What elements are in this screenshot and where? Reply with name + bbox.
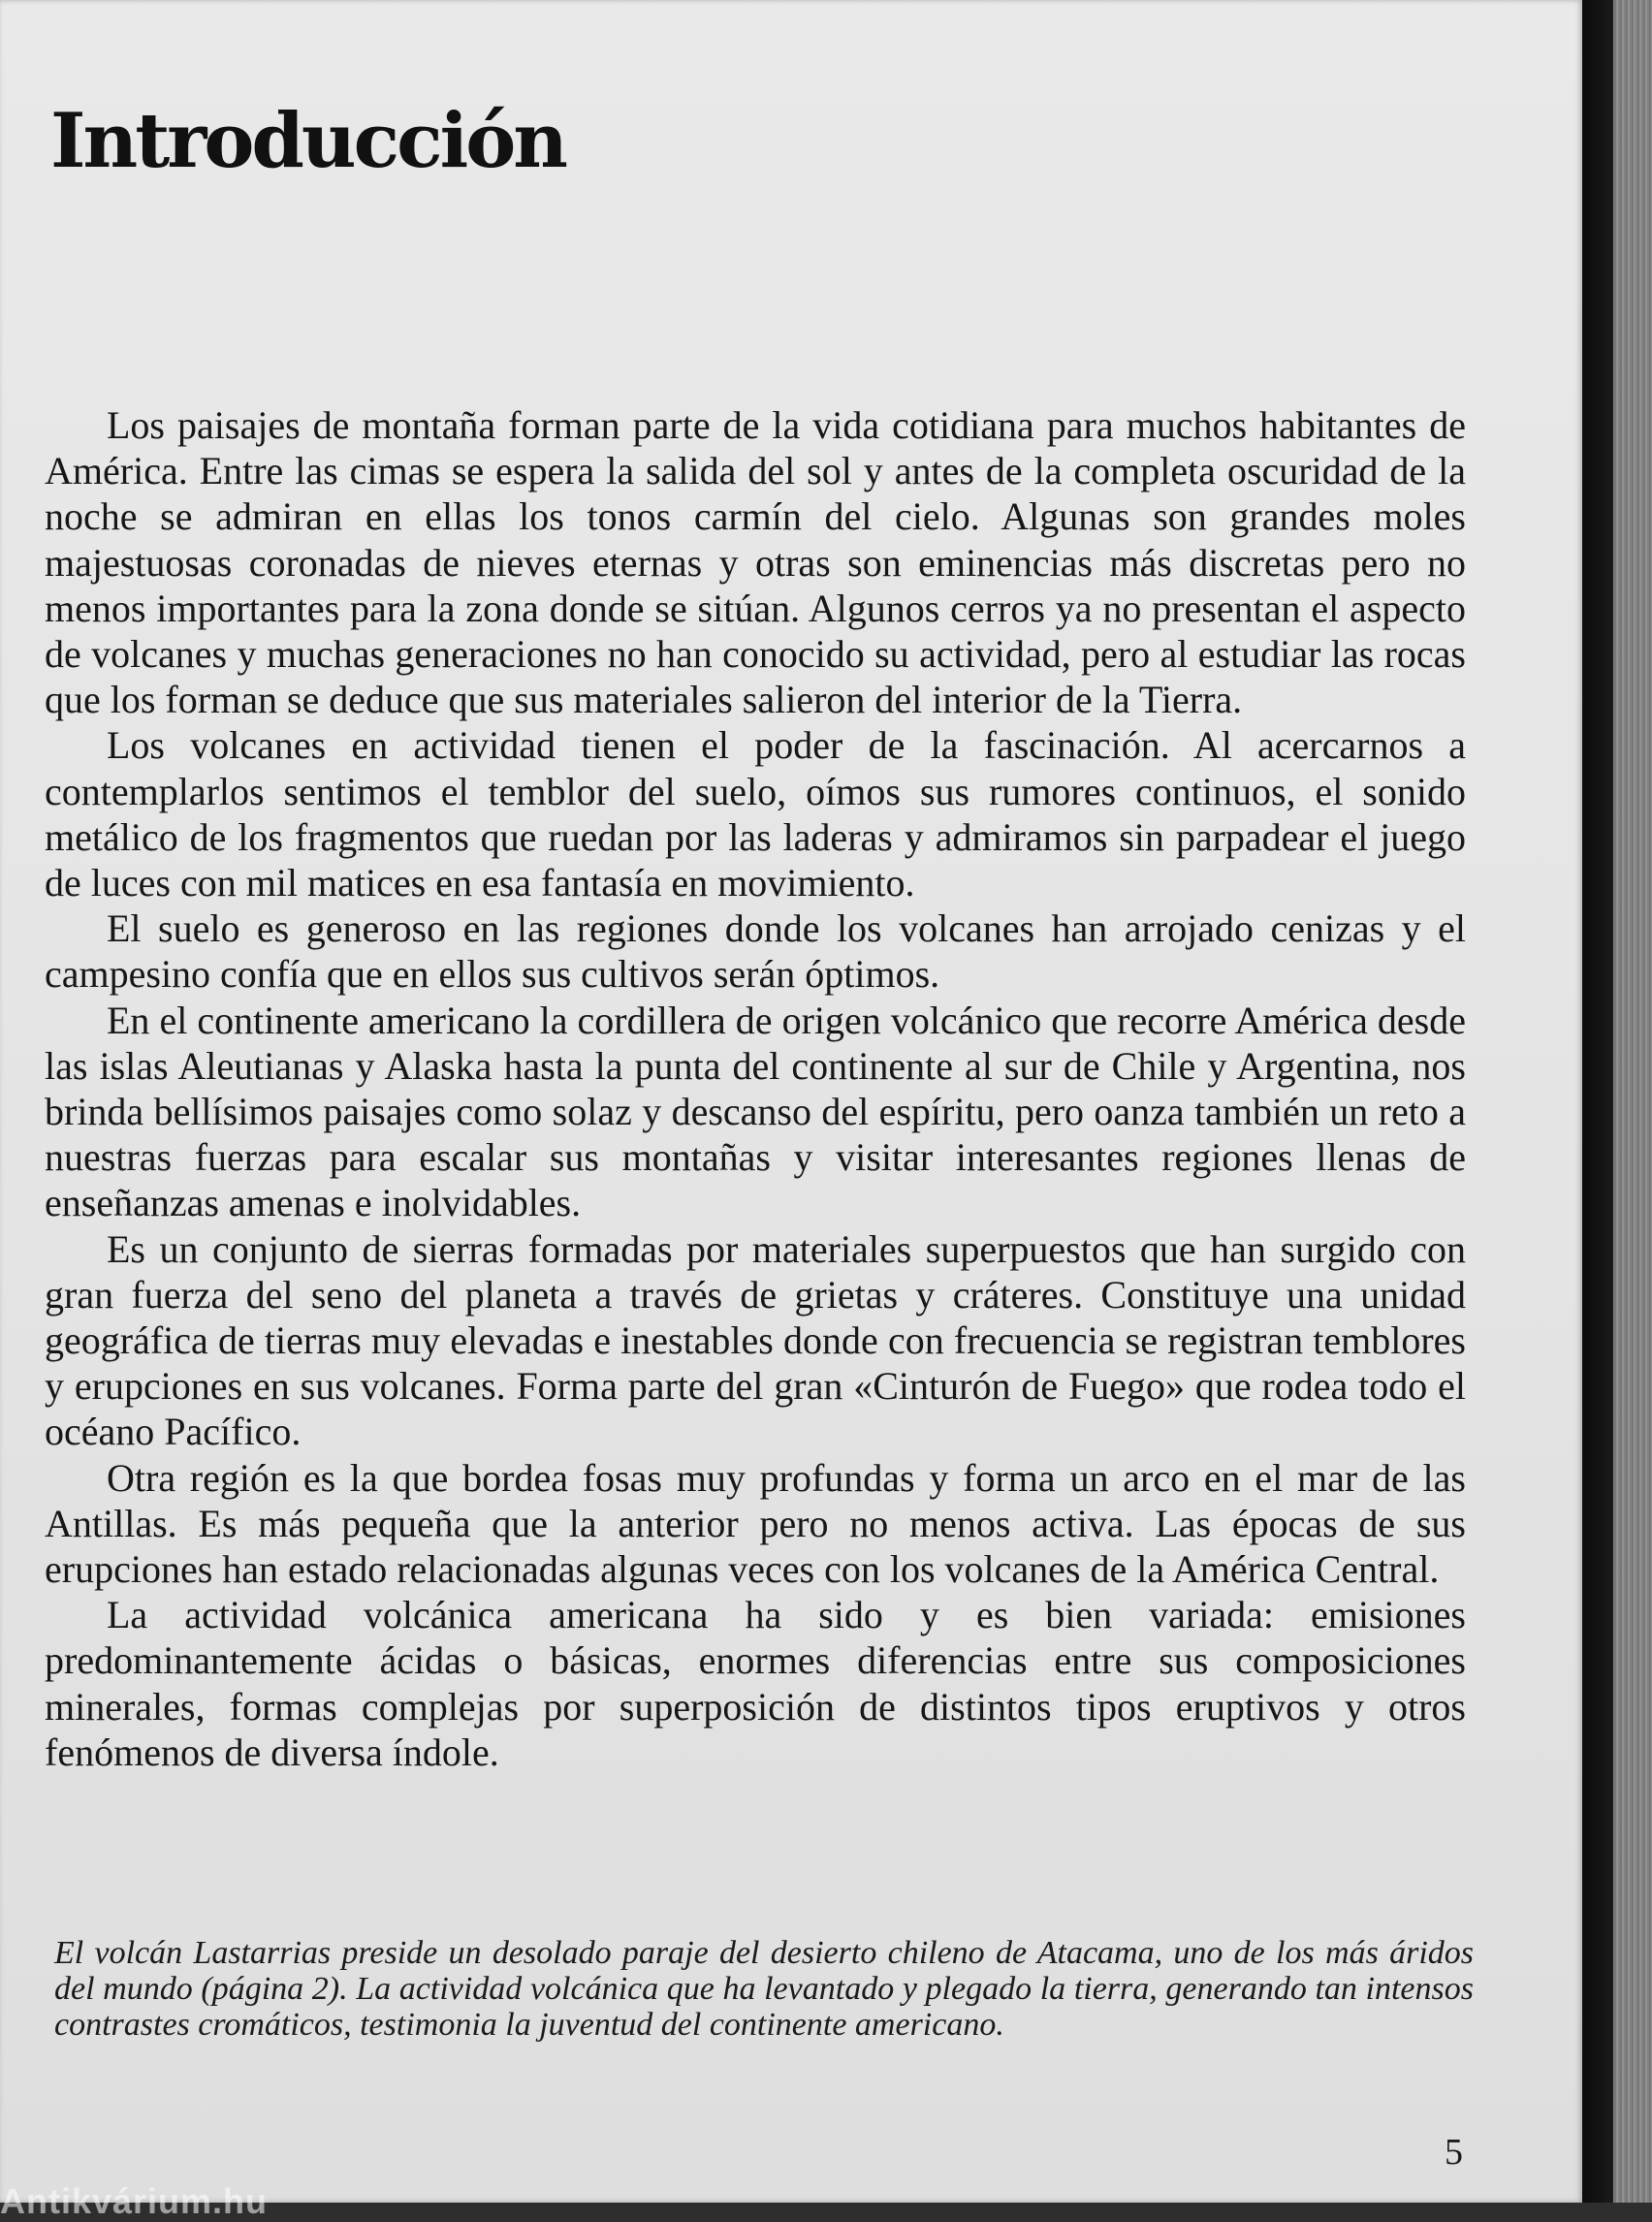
page-stack-edge: [1613, 0, 1652, 2203]
caption-text: El volcán Lastarrias preside un desolado paraje del desierto chileno de Atacama, uno de los más áridos del mundo (página 2). La actividad volcánica que ha levantado y plegado la tierra, generando tan intensos contrastes cromáticos, testimonia la juventud del continente americano.: [54, 1935, 1474, 2043]
page-title: Introducción: [50, 97, 565, 185]
watermark: Antikvárium.hu: [0, 2181, 269, 2221]
paragraph: La actividad volcánica americana ha sido y es bien variada: emisiones predominantemente ácidas o básicas, enormes diferencias entre sus composiciones minerales, formas complejas por superposición de distintos tipos eruptivos y otros fenómenos de diversa índole.: [45, 1593, 1466, 1774]
paragraph: En el continente americano la cordillera de origen volcánico que recorre América desde las islas Aleutianas y Alaska hasta la punta del continente al sur de Chile y Argentina, nos brinda bellísimos paisajes como solaz y descanso del espíritu, pero oanza también un reto a nuestras fuerzas para escalar sus montañas y visitar interesantes regiones llenas de enseñanzas amenas e inolvidables.: [45, 998, 1466, 1225]
paragraph: Los paisajes de montaña forman parte de la vida cotidiana para muchos habitantes de América. Entre las cimas se espera la salida del sol y antes de la completa oscuridad de la noche se admiran en ellas los tonos carmín del cielo. Algunas son grandes moles majestuosas coronadas de nieves eternas y otras son eminencias más discretas pero no menos importantes para la zona donde se sitúan. Algunos cerros ya no presentan el aspecto de volcanes y muchas generaciones no han conocido su actividad, pero al estudiar las rocas que los forman se deduce que sus materiales salieron del interior de la Tierra.: [45, 403, 1466, 722]
body-text: [45, 402, 1466, 1775]
photo-caption: [54, 1935, 1474, 2043]
paragraph: Es un conjunto de sierras formadas por materiales superpuestos que han surgido con gran fuerza del seno del planeta a través de grietas y cráteres. Constituye una unidad geográfica de tierras muy elevadas e inestables donde con frecuencia se registran temblores y erupciones en sus volcanes. Forma parte del gran «Cinturón de Fuego» que rodea todo el océano Pacífico.: [45, 1226, 1466, 1454]
page-number: 5: [1445, 2132, 1463, 2173]
book-cover-edge: [1582, 0, 1613, 2203]
paragraph: El suelo es generoso en las regiones donde los volcanes han arrojado cenizas y el campesino confía que en ellos sus cultivos serán óptimos.: [45, 906, 1466, 997]
paragraph: Otra región es la que bordea fosas muy profundas y forma un arco en el mar de las Antillas. Es más pequeña que la anterior pero no menos activa. Las épocas de sus erupciones han estado relacionadas algunas veces con los volcanes de la América Central.: [45, 1455, 1466, 1592]
paragraph: Los volcanes en actividad tienen el poder de la fascinación. Al acercarnos a contemplarlos sentimos el temblor del suelo, oímos sus rumores continuos, el sonido metálico de los fragmentos que ruedan por las laderas y admiramos sin parpadear el juego de luces con mil matices en esa fantasía en movimiento.: [45, 723, 1466, 905]
